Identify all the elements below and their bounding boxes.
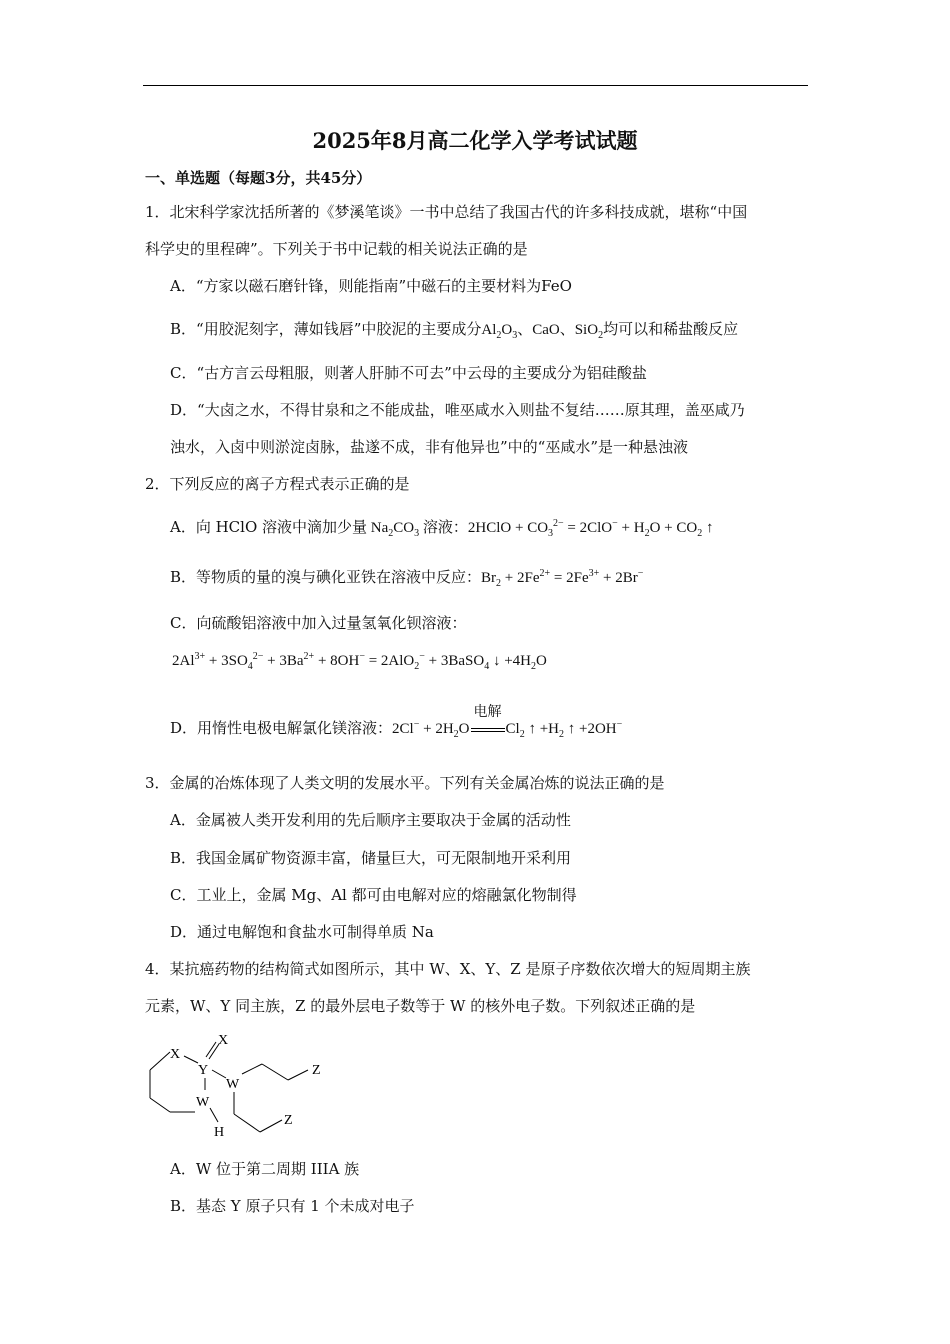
q2-option-a-equation: 2HClO + $CO_3^{2-} = 2ClO^- + H_2O + CO_2$ ↑ — [467, 518, 714, 539]
q1-option-c: C．“古方言云母粗服，则著人肝肺不可去”中云母的主要成分为铝硅酸盐 — [170, 364, 647, 382]
q2-option-b-equation: $Br_2 + 2Fe^{2+} = 2Fe^{3+} + 2Br^-$ — [481, 568, 644, 589]
q1-option-b — [170, 318, 738, 339]
q2-option-c: C．向硫酸铝溶液中加入过量氢氧化钡溶液： — [170, 614, 467, 632]
q4-option-b: B．基态 Y 原子只有 1 个未成对电子 — [170, 1197, 415, 1215]
atom-y: Y — [198, 1063, 209, 1078]
atom-x-top: X — [218, 1033, 229, 1048]
q2-option-b-pre: B．等物质的量的溴与碘化亚铁在溶液中反应： — [170, 568, 482, 586]
q2-option-a-mid: 溶液： — [422, 518, 468, 536]
q2-option-a — [170, 516, 713, 537]
atom-z-upper: Z — [312, 1063, 321, 1078]
q2-option-a-pre: A．向 HClO 溶液中滴加少量 — [170, 518, 368, 536]
molecular-structure-diagram — [140, 1030, 340, 1145]
q2-option-d — [170, 704, 623, 740]
q4-stem-line2: 元素，W、Y 同主族，Z 的最外层电子数等于 W 的核外电子数。下列叙述正确的是 — [145, 997, 696, 1015]
q1-stem-line1: 1．北宋科学家沈括所著的《梦溪笔谈》一书中总结了我国古代的许多科技成就，堪称“中国 — [145, 203, 748, 221]
q3-option-b: B．我国金属矿物资源丰富，储量巨大，可无限制地开采利用 — [170, 849, 572, 867]
q1-option-b-pre: B．“用胶泥刻字，薄如钱唇”中胶泥的主要成分 — [170, 320, 482, 338]
q2-option-d-equation: $2Cl^- + 2H_2O$ 电解 $Cl_2$ ↑ $+H_2$ ↑ +2OH− — [392, 721, 622, 737]
header-rule — [143, 85, 808, 86]
q2-stem: 2．下列反应的离子方程式表示正确的是 — [145, 475, 410, 493]
atom-h: H — [214, 1125, 225, 1140]
q2-option-a-reagent: $Na_2CO_3$ — [367, 520, 420, 539]
q1-option-b-post: 均可以和稀盐酸反应 — [603, 320, 739, 338]
atom-w-ring: W — [196, 1095, 210, 1110]
atom-w-chain: W — [226, 1077, 240, 1092]
q4-stem-line1: 4．某抗癌药物的结构简式如图所示，其中 W、X、Y、Z 是原子序数依次增大的短周期主族 — [145, 960, 751, 978]
atom-z-lower: Z — [284, 1113, 293, 1128]
q1-option-a: A．“方家以磁石磨针锋，则能指南”中磁石的主要材料为FeO — [170, 277, 572, 295]
q2-option-d-condition: 电解 — [473, 704, 502, 720]
q1-option-b-formula: $Al_2O_3$、CaO、SiO$_2$ — [481, 322, 604, 341]
q3-option-c: C．工业上，金属 Mg、Al 都可由电解对应的熔融氯化物制得 — [170, 886, 577, 904]
q2-option-b — [170, 566, 643, 587]
q2-option-d-pre: D．用惰性电极电解氯化镁溶液： — [170, 719, 393, 737]
section-heading: 一、单选题（每题3分，共45分） — [145, 169, 372, 187]
q1-stem-line2: 科学史的里程碑”。下列关于书中记载的相关说法正确的是 — [145, 240, 528, 258]
atom-x-ring: X — [170, 1047, 181, 1062]
page-title: 2025年8月高二化学入学考试试题 — [312, 128, 638, 153]
q3-option-d: D．通过电解饱和食盐水可制得单质 Na — [170, 923, 434, 941]
q2-option-c-equation: $2Al^{3+} + 3SO_4^{2-} + 3Ba^{2+} + 8OH^- = 2AlO_2^-$ + 3BaSO$_4$ ↓ $+4H_2O$ — [172, 651, 547, 672]
q1-option-d-line2: 浊水，入卤中则淤淀卤脉，盐遂不成，非有他异也”中的“巫咸水”是一种悬浊液 — [170, 438, 689, 456]
q3-option-a: A．金属被人类开发利用的先后顺序主要取决于金属的活动性 — [170, 811, 571, 829]
q3-stem: 3．金属的冶炼体现了人类文明的发展水平。下列有关金属冶炼的说法正确的是 — [145, 774, 665, 792]
q4-option-a: A．W 位于第二周期 IIIA 族 — [170, 1160, 360, 1178]
q1-option-d-line1: D．“大卤之水，不得甘泉和之不能成盐，唯巫咸水入则盐不复结……原其理，盖巫咸乃 — [170, 401, 745, 419]
